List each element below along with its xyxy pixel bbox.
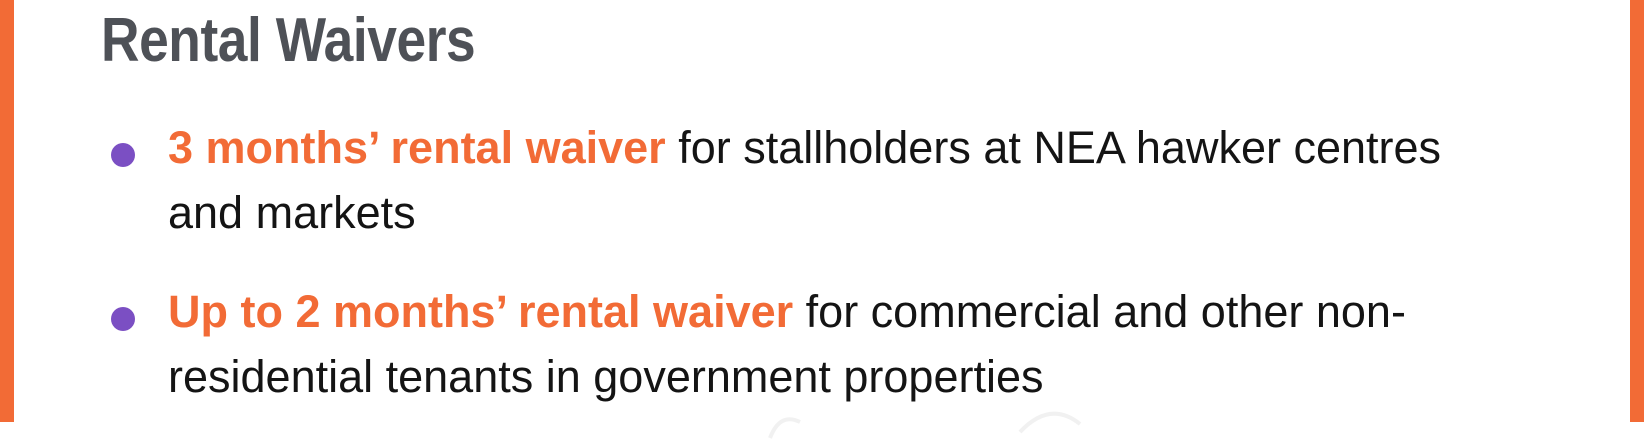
bullet-item	[168, 115, 1528, 245]
slide-border-right	[1630, 0, 1644, 422]
slide-title: Rental Waivers	[101, 6, 476, 75]
bullet-dot-icon	[111, 143, 135, 167]
bullet-item	[168, 279, 1528, 409]
bullet-dot-icon	[111, 307, 135, 331]
bullet-text: for commercial and other non-residential tenants in government properties	[168, 286, 1406, 402]
bullet-highlight: Up to 2 months’ rental waiver	[168, 286, 794, 337]
bullet-text: for stallholders at NEA hawker centres and markets	[168, 122, 1442, 238]
bullet-highlight: 3 months’ rental waiver	[168, 122, 666, 173]
decorative-shape-icon	[760, 402, 1180, 442]
slide-border-left	[0, 0, 14, 422]
